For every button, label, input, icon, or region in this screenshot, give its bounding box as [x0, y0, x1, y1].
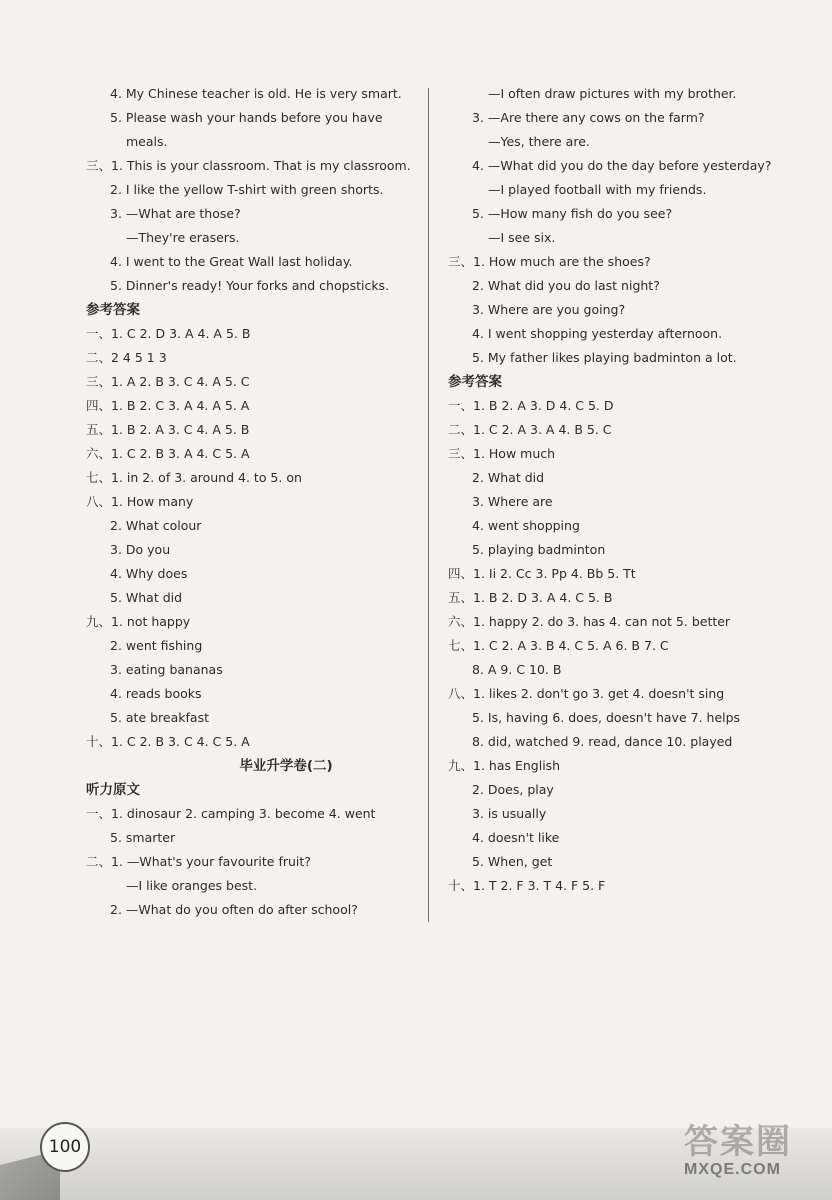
text-line: —I see six. — [488, 230, 556, 245]
right-column — [448, 82, 818, 898]
text-line: 5. —How many fish do you see? — [472, 206, 673, 221]
section-line: 三、1. This is your classroom. That is my classroom. — [86, 158, 411, 173]
text-line: —I like oranges best. — [126, 878, 258, 893]
answer-line: 七、1. C 2. A 3. B 4. C 5. A 6. B 7. C — [448, 638, 669, 653]
section-heading: 参考答案 — [86, 302, 140, 318]
text-line: —I often draw pictures with my brother. — [488, 86, 737, 101]
text-line: 一、1. dinosaur 2. camping 3. become 4. went — [86, 806, 376, 821]
answer-line: 十、1. C 2. B 3. C 4. C 5. A — [86, 734, 250, 749]
watermark-logo — [684, 1114, 814, 1184]
answer-line: 六、1. happy 2. do 3. has 4. can not 5. better — [448, 614, 731, 629]
text-line: 5. Dinner's ready! Your forks and chopsticks. — [110, 278, 390, 293]
answer-line: 九、1. not happy — [86, 614, 191, 629]
text-line: 2. I like the yellow T-shirt with green shorts. — [110, 182, 384, 197]
answer-line: 八、1. likes 2. don't go 3. get 4. doesn't sing — [448, 686, 725, 701]
text-line: 4. —What did you do the day before yesterday? — [472, 158, 772, 173]
watermark-text: 答案圈 — [684, 1123, 792, 1161]
text-line: 5. Please wash your hands before you have — [110, 110, 383, 125]
section-heading: 听力原文 — [86, 782, 140, 798]
text-line — [86, 106, 426, 130]
text-line: 4. I went to the Great Wall last holiday. — [110, 254, 353, 269]
page-number: 100 — [40, 1122, 90, 1172]
answer-line: 三、1. How much — [448, 446, 556, 461]
answer-line: 二、1. C 2. A 3. A 4. B 5. C — [448, 422, 612, 437]
answer-line: 3. Where are — [472, 494, 553, 509]
text-line: 5. smarter — [110, 830, 176, 845]
answer-line: 4. went shopping — [472, 518, 580, 533]
answer-line: 3. eating bananas — [110, 662, 223, 677]
answer-line: 3. Do you — [110, 542, 171, 557]
answer-line: 一、1. C 2. D 3. A 4. A 5. B — [86, 326, 251, 341]
answer-line: 2. went fishing — [110, 638, 203, 653]
answer-line: 七、1. in 2. of 3. around 4. to 5. on — [86, 470, 302, 485]
text-line: 二、1. —What's your favourite fruit? — [86, 854, 311, 869]
text-line: 4. I went shopping yesterday afternoon. — [472, 326, 723, 341]
answer-line: 一、1. B 2. A 3. D 4. C 5. D — [448, 398, 614, 413]
answer-line: 4. Why does — [110, 566, 188, 581]
answer-line: 5. What did — [110, 590, 183, 605]
answer-line: 2. Does, play — [472, 782, 554, 797]
text-line: 3. —Are there any cows on the farm? — [472, 110, 705, 125]
left-column — [86, 82, 426, 922]
answer-line: 8. did, watched 9. read, dance 10. played — [472, 734, 733, 749]
answer-line: 4. doesn't like — [472, 830, 560, 845]
text-line: —Yes, there are. — [488, 134, 590, 149]
answer-line: 2. What did — [472, 470, 545, 485]
answer-line: 九、1. has English — [448, 758, 561, 773]
answer-line: 5. ate breakfast — [110, 710, 209, 725]
text-line: —I played football with my friends. — [488, 182, 707, 197]
answer-line: 二、2 4 5 1 3 — [86, 350, 167, 365]
answer-line: 5. Is, having 6. does, doesn't have 7. helps — [472, 710, 741, 725]
answer-line: 三、1. A 2. B 3. C 4. A 5. C — [86, 374, 250, 389]
answer-line: 5. When, get — [472, 854, 553, 869]
watermark-url: MXQE.COM — [684, 1161, 781, 1178]
section-heading: 参考答案 — [448, 374, 502, 390]
text-line: 2. What did you do last night? — [472, 278, 660, 293]
text-line: 2. —What do you often do after school? — [110, 902, 358, 917]
answer-line: 4. reads books — [110, 686, 202, 701]
text-line: 3. —What are those? — [110, 206, 241, 221]
text-line: meals. — [126, 134, 168, 149]
answer-line: 四、1. Ii 2. Cc 3. Pp 4. Bb 5. Tt — [448, 566, 636, 581]
text-line: 4. My Chinese teacher is old. He is very smart. — [110, 86, 402, 101]
text-line: —They're erasers. — [126, 230, 240, 245]
answer-line: 五、1. B 2. A 3. C 4. A 5. B — [86, 422, 250, 437]
answer-line: 3. is usually — [472, 806, 547, 821]
column-divider — [428, 88, 429, 922]
answer-line: 八、1. How many — [86, 494, 194, 509]
answer-line: 5. playing badminton — [472, 542, 606, 557]
answer-line: 四、1. B 2. C 3. A 4. A 5. A — [86, 398, 250, 413]
text-line: 3. Where are you going? — [472, 302, 626, 317]
answer-line: 六、1. C 2. B 3. A 4. C 5. A — [86, 446, 250, 461]
text-line: 三、1. How much are the shoes? — [448, 254, 651, 269]
answer-line: 五、1. B 2. D 3. A 4. C 5. B — [448, 590, 613, 605]
answer-line: 十、1. T 2. F 3. T 4. F 5. F — [448, 878, 606, 893]
answer-line: 2. What colour — [110, 518, 202, 533]
text-line: 5. My father likes playing badminton a lot. — [472, 350, 737, 365]
exam-title: 毕业升学卷(二) — [239, 758, 333, 774]
answer-line: 8. A 9. C 10. B — [472, 662, 562, 677]
